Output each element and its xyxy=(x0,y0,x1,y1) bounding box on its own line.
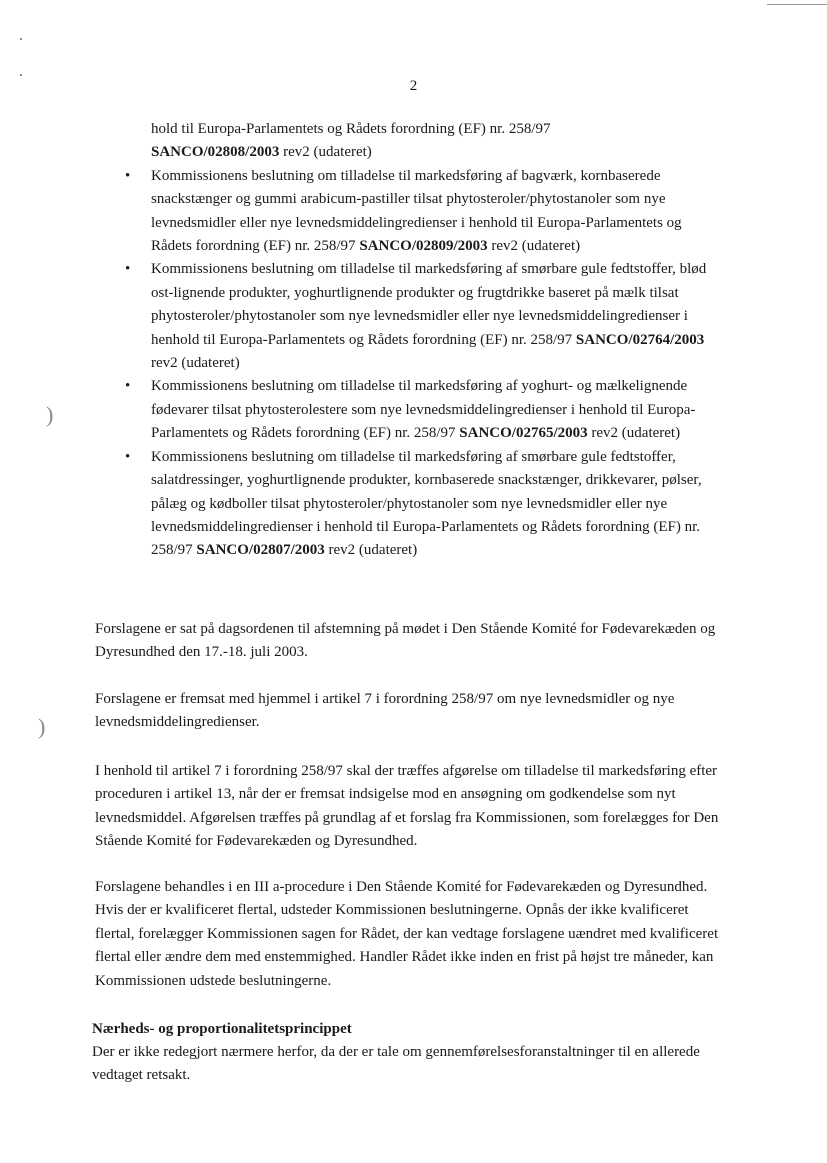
list-item-text: Kommissionens beslutning om tilladelse til markedsføring af smørbare gule fedtstoffer, salatdressinger, yoghurtlignende produkter, kornbaserede snackstænger, drikkevarer, pølser, pålæg og kødboller tilsat phytosteroler/phytostanoler som nye levnedsmidler eller nye levnedsmiddelingredienser i henhold til Europa-Parlamentets og Rådets forordning (EF) nr. 258/97 xyxy=(151,448,702,559)
scan-speck xyxy=(20,74,22,76)
punch-hole-mark: ) xyxy=(46,402,54,427)
revision-note: rev2 (udateret) xyxy=(491,238,581,255)
punch-hole-mark: ) xyxy=(38,714,46,739)
paragraph-comitology: Forslagene behandles i en III a-procedure i Den Stående Komité for Fødevarekæden og Dyresundhed. Hvis der er kvalificeret flertal, udsteder Kommissionen beslutningerne. Opnås der ikke kvalificeret flertal, forelægger Kommissionen sagen for Rådet, der kan vedtage forslagene uændret med kvalificeret flertal eller ændre dem med enstemmighed. Handler Rådet ikke inden en frist på højst tre måneder, kan Kommissionen udstede beslutningerne. xyxy=(95,879,719,989)
list-item xyxy=(125,118,725,165)
list-item xyxy=(125,258,725,375)
revision-note: rev2 (udateret) xyxy=(283,144,372,161)
document-reference: SANCO/02764/2003 xyxy=(575,331,705,348)
bullet-marker: • xyxy=(125,167,131,184)
section-text: Der er ikke redegjort nærmere herfor, da der er tale om gennemførelsesforanstaltninger til en allerede vedtaget retsakt. xyxy=(92,1044,700,1084)
list-item-text: Kommissionens beslutning om tilladelse til markedsføring af smørbare gule fedtstoffer, blød ost-lignende produkter, yoghurtlignende produkter og frugtdrikke baseret på mælk tilsat phytosteroler/phytostanoler som nye levnedsmidler eller nye levnedsmiddelingredienser i henhold til Europa-Parlamentets og Rådets forordning (EF) nr. 258/97 xyxy=(151,261,707,348)
revision-note: rev2 (udateret) xyxy=(151,355,240,372)
paragraph-agenda: Forslagene er sat på dagsordenen til afstemning på mødet i Den Stående Komité for Fødevarekæden og Dyresundhed den 17.-18. juli 2003. xyxy=(95,621,716,661)
list-item-text: Kommissionens beslutning om tilladelse til markedsføring af yoghurt- og mælkelignende fødevarer tilsat phytosterolestere som nye levnedsmiddelingredienser i henhold til Europa-Parlamentets og Rådets forordning (EF) nr. 258/97 xyxy=(151,378,696,442)
bullet-marker: • xyxy=(125,378,131,395)
document-reference: SANCO/02809/2003 xyxy=(359,238,488,255)
document-reference: SANCO/02765/2003 xyxy=(459,425,588,442)
section-heading: Nærheds- og proportionalitetsprincippet xyxy=(92,1021,352,1037)
list-item xyxy=(125,165,725,259)
scan-speck xyxy=(20,38,22,40)
document-reference: SANCO/02808/2003 xyxy=(151,144,280,161)
bullet-marker: • xyxy=(125,448,131,465)
paragraph-procedure: I henhold til artikel 7 i forordning 258/97 skal der træffes afgørelse om tilladelse til markedsføring efter proceduren i artikel 13, når der er fremsat indsigelse mod en ansøgning om godkendelse som nyt levnedsmiddel. Afgørelsen træffes på grundlag af et forslag fra Kommissionen, som forelægges for Den Stående Komité for Fødevarekæden og Dyresundhed. xyxy=(95,763,719,850)
list-item xyxy=(125,375,725,445)
paragraph-legal-basis: Forslagene er fremsat med hjemmel i artikel 7 i forordning 258/97 om nye levnedsmidler og nye levnedsmiddelingredienser. xyxy=(95,691,675,731)
revision-note: rev2 (udateret) xyxy=(328,542,418,559)
revision-note: rev2 (udateret) xyxy=(591,425,681,442)
scan-edge-line xyxy=(767,4,827,5)
page-number: 2 xyxy=(409,78,418,94)
list-item-text: Kommissionens beslutning om tilladelse til markedsføring af bagværk, kornbaserede snackstænger og gummi arabicum-pastiller tilsat phytosteroler/phytostanoler som nye levnedsmidler eller nye levnedsmiddelingredienser i henhold til Europa-Parlamentets og Rådets forordning (EF) nr. 258/97 xyxy=(151,167,682,255)
bullet-marker: • xyxy=(125,261,131,278)
decision-list xyxy=(125,118,725,563)
list-item-text: hold til Europa-Parlamentets og Rådets forordning (EF) nr. 258/97 xyxy=(151,121,551,137)
list-item xyxy=(125,446,725,563)
document-reference: SANCO/02807/2003 xyxy=(196,542,325,559)
